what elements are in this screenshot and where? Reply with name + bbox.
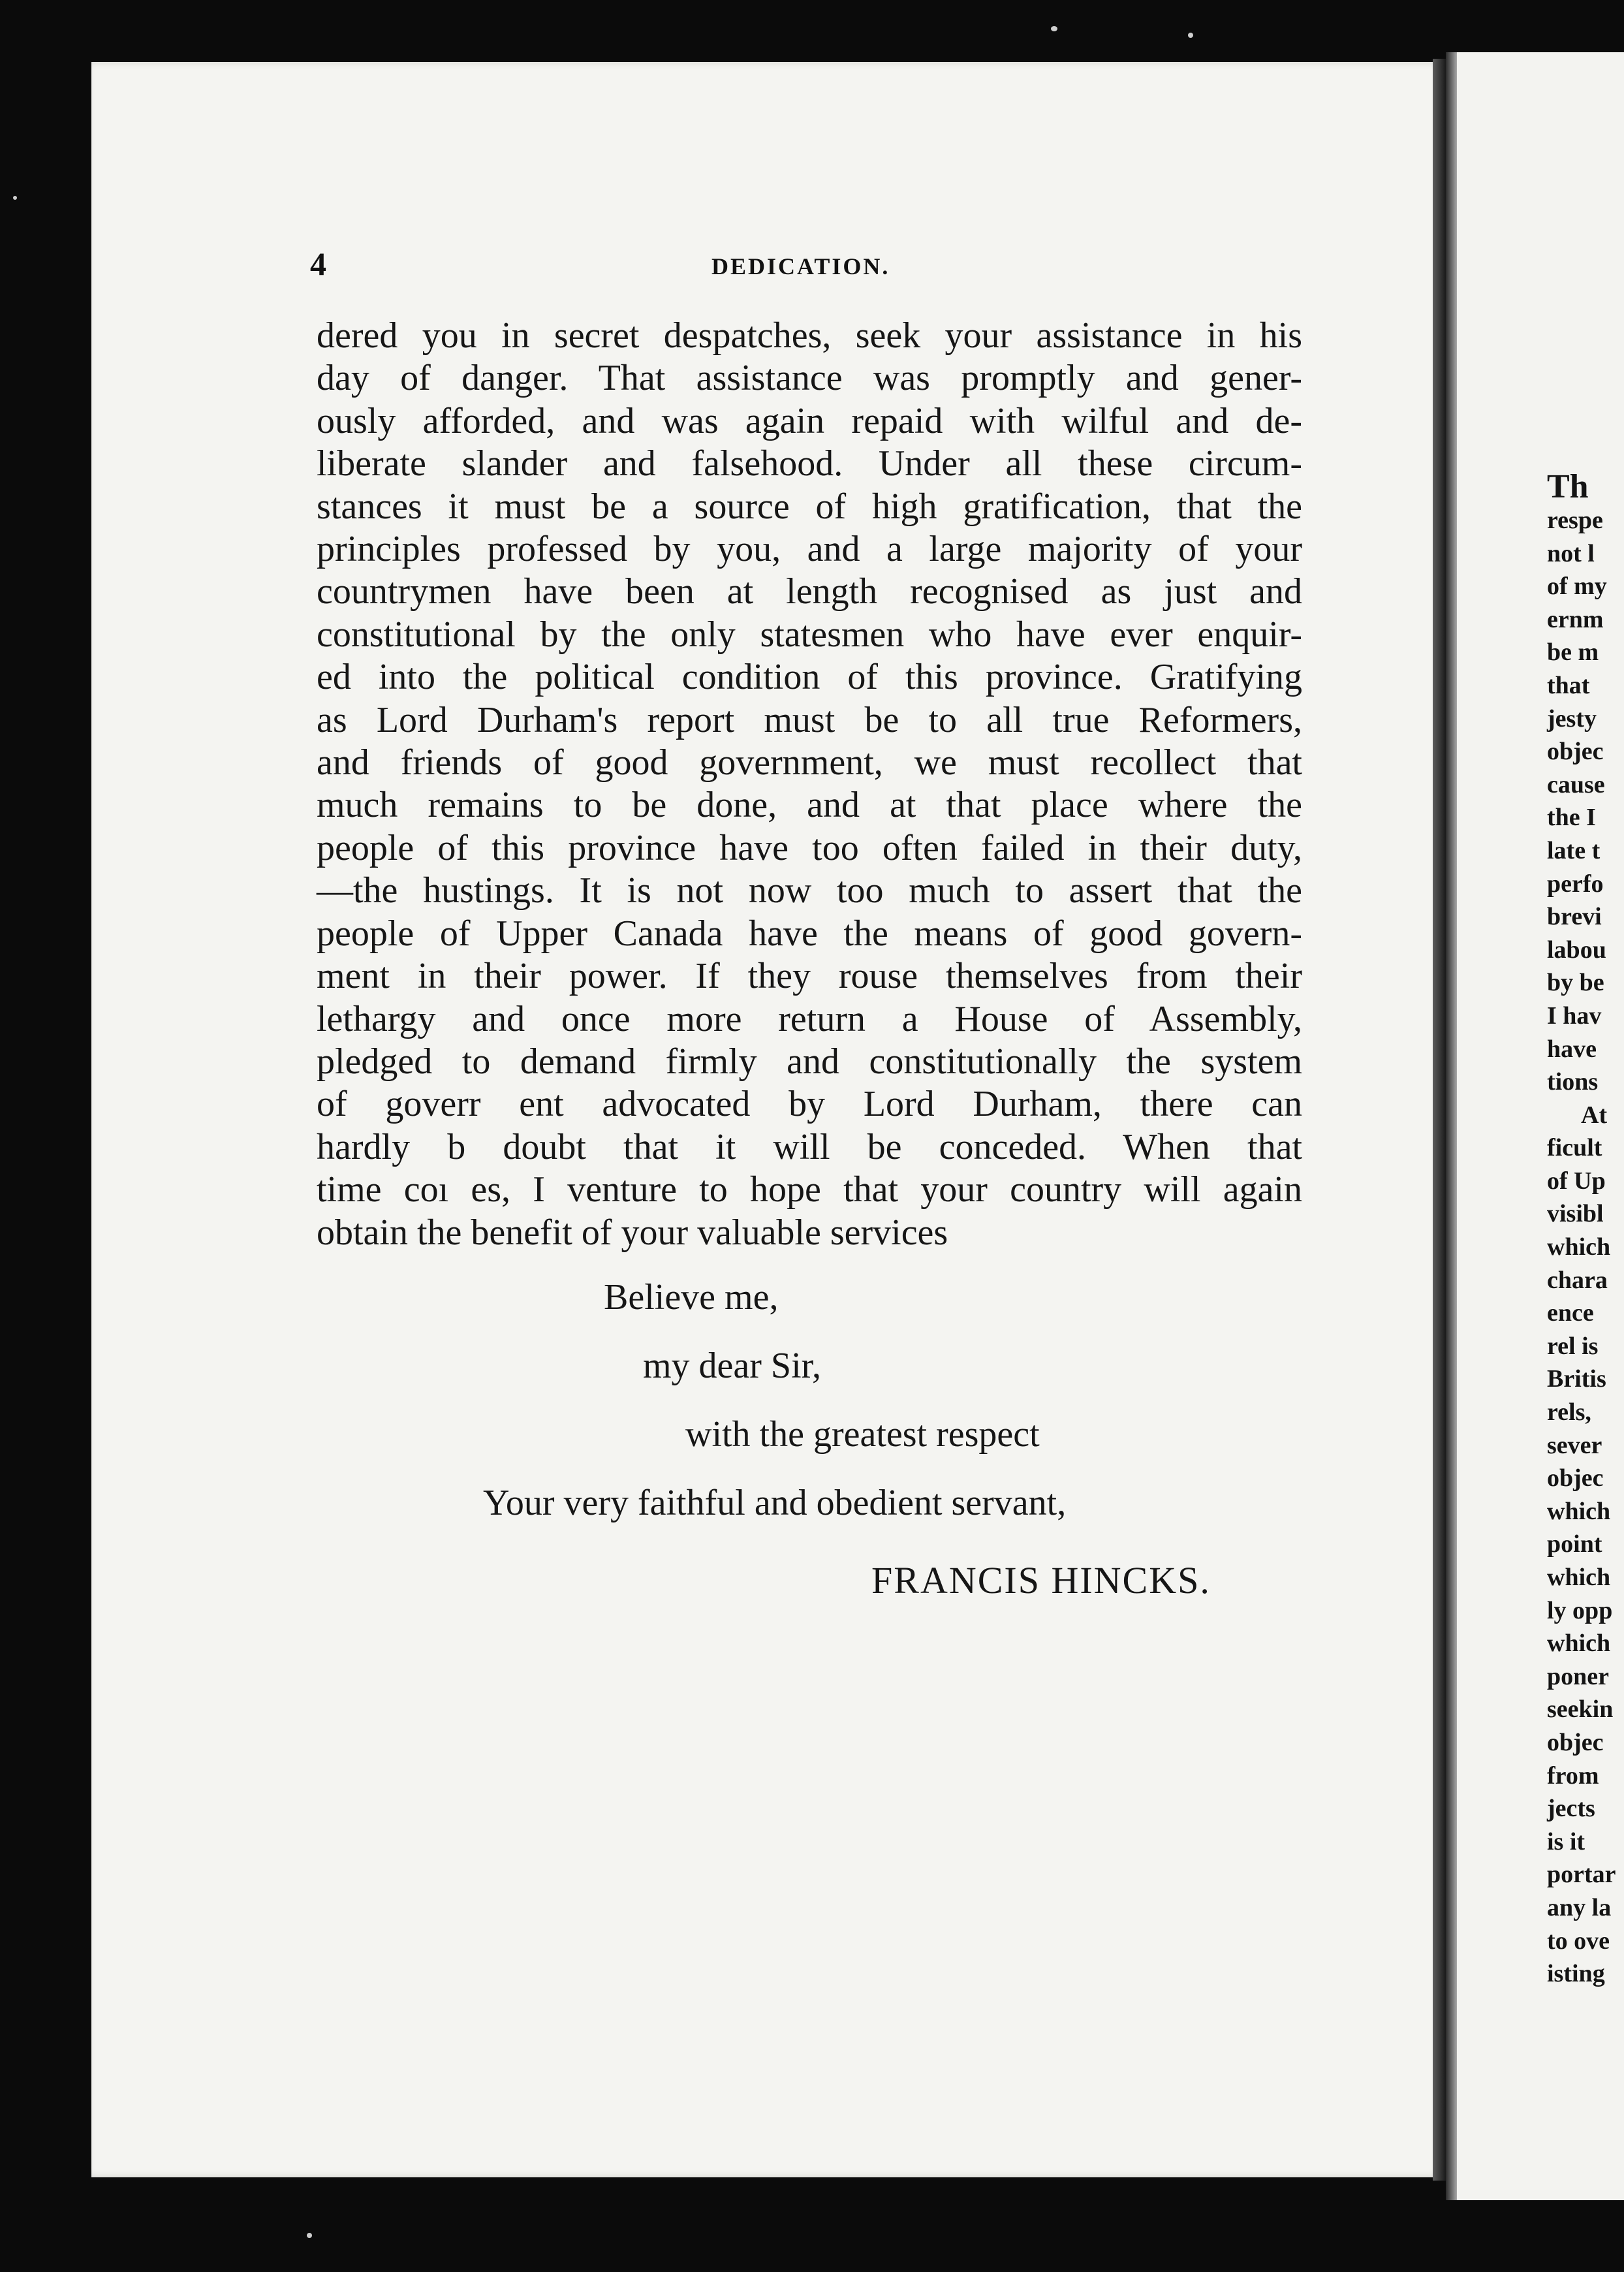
- right-page-text-area: [1457, 52, 1624, 2200]
- body-line: principles professed by you, and a large majority of your: [317, 529, 1302, 570]
- right-page-line: which: [1547, 1497, 1611, 1525]
- right-page-line: by be: [1547, 969, 1604, 997]
- body-line: pledged to demand firmly and constitutionally the system: [317, 1041, 1302, 1082]
- page-number: 4: [310, 245, 326, 282]
- right-page-line: Britis: [1547, 1365, 1606, 1393]
- right-page-line: of Up: [1547, 1167, 1606, 1195]
- dedication-body: [317, 315, 1302, 1254]
- right-page-line: I hav: [1547, 1002, 1602, 1030]
- right-page-line: labou: [1547, 936, 1606, 964]
- body-line: as Lord Durham's report must be to all true Reformers,: [317, 699, 1302, 740]
- right-page-line: ence: [1547, 1299, 1594, 1327]
- right-page-line: At: [1581, 1101, 1608, 1129]
- right-page-line: objec: [1547, 1728, 1604, 1756]
- right-page-line: ly opp: [1547, 1596, 1613, 1624]
- right-page-line: of my: [1547, 573, 1607, 601]
- right-page-line: ernm: [1547, 605, 1604, 633]
- body-line: countrymen have been at length recognised as just and: [317, 571, 1302, 612]
- right-page-line: sever: [1547, 1431, 1602, 1459]
- right-page-line: from: [1547, 1761, 1599, 1790]
- right-page-line: portar: [1547, 1861, 1616, 1889]
- right-page-line: isting: [1547, 1960, 1605, 1988]
- page-gutter-shadow: [1433, 59, 1446, 2181]
- body-line: obtain the benefit of your valuable services: [317, 1212, 948, 1253]
- body-line: ment in their power. If they rouse themselves from their: [317, 956, 1302, 997]
- dust-speck: [1051, 26, 1057, 31]
- right-page-line: rels,: [1547, 1398, 1591, 1427]
- right-page-line: have: [1547, 1035, 1597, 1063]
- body-line: —the hustings. It is not now too much to assert that the: [317, 870, 1302, 911]
- right-page-line: jesty: [1547, 704, 1597, 733]
- body-line: dered you in secret despatches, seek your assistance in his: [317, 315, 1302, 356]
- right-page-line: perfo: [1547, 870, 1604, 898]
- body-line: people of Upper Canada have the means of good govern-: [317, 913, 1302, 954]
- body-line: lethargy and once more return a House of Assembly,: [317, 998, 1302, 1039]
- right-page-line: any la: [1547, 1893, 1612, 1921]
- right-page-line: which: [1547, 1630, 1611, 1658]
- closing-line-3: with the greatest respect: [685, 1414, 1040, 1455]
- right-page-line: Th: [1547, 468, 1589, 505]
- right-page-line: visibl: [1547, 1200, 1604, 1228]
- right-page-line: jects: [1547, 1795, 1595, 1823]
- body-line: ously afforded, and was again repaid with wilful and de-: [317, 400, 1302, 441]
- right-page-line: rel is: [1547, 1332, 1599, 1360]
- dust-speck: [307, 2233, 312, 2238]
- right-page-line: which: [1547, 1233, 1611, 1261]
- body-line: people of this province have too often failed in their duty,: [317, 827, 1302, 868]
- closing-line-1: Believe me,: [604, 1277, 779, 1317]
- right-page-line: chara: [1547, 1266, 1608, 1294]
- body-line: constitutional by the only statesmen who have ever enquir-: [317, 614, 1302, 655]
- right-page-line: cause: [1547, 770, 1605, 798]
- running-title: DEDICATION.: [711, 253, 890, 279]
- right-page-text: [1547, 470, 1624, 1991]
- closing-line-2: my dear Sir,: [643, 1346, 822, 1386]
- dust-speck: [1188, 33, 1193, 38]
- body-line: day of danger. That assistance was promptly and gener-: [317, 358, 1302, 399]
- right-page-line: late t: [1547, 836, 1601, 864]
- body-line: stances it must be a source of high gratification, that the: [317, 486, 1302, 527]
- running-head: [310, 245, 1302, 284]
- right-page-line: seekin: [1547, 1696, 1614, 1724]
- body-line: hardly b doubt that it will be conceded. When that: [317, 1126, 1302, 1167]
- right-page-line: which: [1547, 1564, 1611, 1591]
- body-line: of goverr ent advocated by Lord Durham, there can: [317, 1084, 1302, 1125]
- signature: FRANCIS HINCKS.: [871, 1559, 1211, 1601]
- body-line: much remains to be done, and at that place where the: [317, 785, 1302, 826]
- right-page-line: tions: [1547, 1068, 1599, 1096]
- right-page-line: objec: [1547, 738, 1604, 766]
- right-page-line: objec: [1547, 1464, 1604, 1492]
- right-page-line: poner: [1547, 1662, 1609, 1690]
- right-page-line: not l: [1547, 539, 1595, 567]
- body-line: time coı es, I venture to hope that your country will again: [317, 1169, 1302, 1210]
- body-line: liberate slander and falsehood. Under all these circum-: [317, 443, 1302, 484]
- right-page-line: point: [1547, 1530, 1602, 1558]
- right-page-line: is it: [1547, 1827, 1585, 1855]
- right-page-line: be m: [1547, 639, 1599, 667]
- right-page-line: respe: [1547, 507, 1603, 534]
- body-line: ed into the political condition of this province. Gratifying: [317, 657, 1302, 698]
- right-page-line: ficult: [1547, 1134, 1602, 1162]
- dust-speck: [13, 196, 17, 200]
- right-page-line: brevi: [1547, 903, 1602, 931]
- right-page-line: the I: [1547, 804, 1596, 832]
- right-page-line: to ove: [1547, 1927, 1610, 1955]
- body-line: and friends of good government, we must recollect that: [317, 742, 1302, 783]
- closing-line-4: Your very faithful and obedient servant,: [483, 1483, 1067, 1523]
- right-page-line: that: [1547, 671, 1590, 699]
